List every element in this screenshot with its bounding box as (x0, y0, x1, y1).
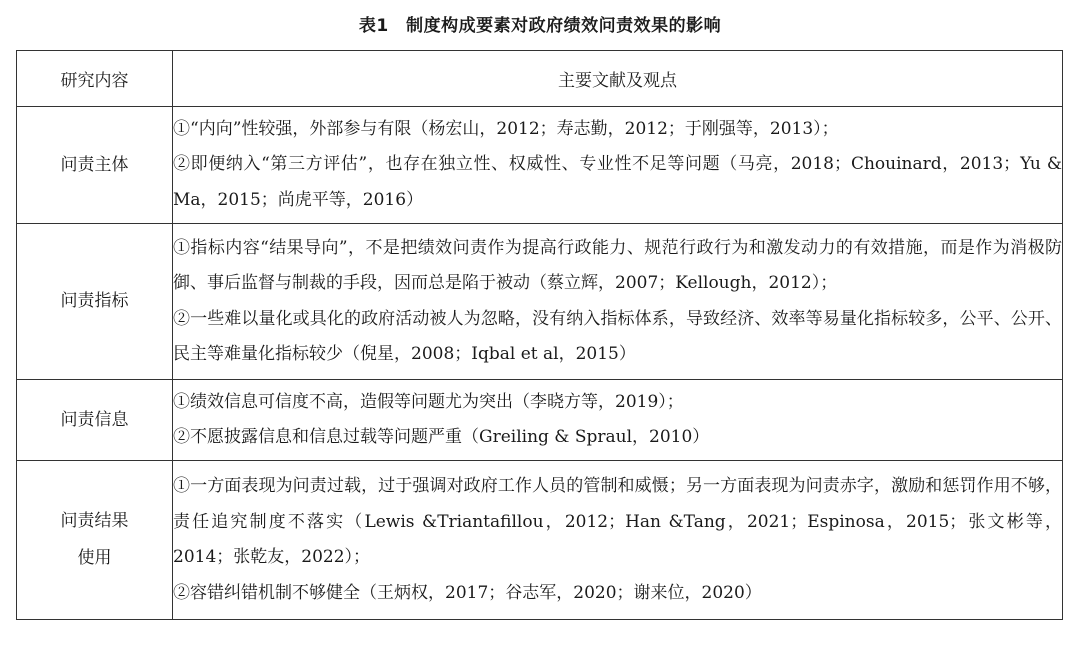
column-header-topic: 研究内容 (17, 51, 173, 107)
content-point: ①指标内容“结果导向”，不是把绩效问责作为提高行政能力、规范行政行为和激发动力的有效措施，而是作为消极防御、事后监督与制裁的手段，因而总是陷于被动（蔡立辉，2007；Kellough，2012）； (173, 237, 1062, 293)
row-topic (17, 461, 173, 620)
content-point: ①“内向”性较强，外部参与有限（杨宏山，2012；寿志勤，2012；于刚强等，2013）； (173, 118, 839, 139)
table-caption: 表1 制度构成要素对政府绩效问责效果的影响 (358, 16, 722, 36)
table-header-row (17, 51, 1063, 107)
table-row (17, 461, 1063, 620)
row-topic-line: 使用 (77, 548, 112, 568)
row-topic-line: 问责结果 (60, 511, 129, 531)
table-row (17, 224, 1063, 380)
content-point: ①绩效信息可信度不高，造假等问题尤为突出（李晓方等，2019）； (173, 391, 684, 412)
content-point: ②一些难以量化或具化的政府活动被人为忽略，没有纳入指标体系，导致经济、效率等易量化指标较多，公平、公开、民主等难量化指标较少（倪星，2008；Iqbal et al，2015） (173, 308, 1062, 364)
content-point: ②容错纠错机制不够健全（王炳权，2017；谷志军，2020；谢来位，2020） (173, 582, 762, 603)
table-row (17, 380, 1063, 461)
content-point: ①一方面表现为问责过载，过于强调对政府工作人员的管制和威慑；另一方面表现为问责赤字，激励和惩罚作用不够，责任追究制度不落实（Lewis &Triantafillou，2012；Han &Tang，2021；Espinosa，2015；张文彬等，2014；张乾友，2022）； (173, 476, 1062, 567)
table-row (17, 107, 1063, 224)
row-content (173, 224, 1063, 380)
content-point: ②不愿披露信息和信息过载等问题严重（Greiling & Spraul，2010） (173, 427, 710, 447)
row-topic: 问责主体 (17, 107, 173, 224)
row-content (173, 380, 1063, 461)
literature-table (16, 50, 1063, 620)
row-content (173, 107, 1063, 224)
content-point: ②即便纳入“第三方评估”，也存在独立性、权威性、专业性不足等问题（马亮，2018；Chouinard，2013；Yu & Ma，2015；尚虎平等，2016） (173, 154, 1062, 210)
column-header-literature: 主要文献及观点 (173, 51, 1063, 107)
row-content (173, 461, 1063, 620)
row-topic: 问责指标 (17, 224, 173, 380)
row-topic: 问责信息 (17, 380, 173, 461)
